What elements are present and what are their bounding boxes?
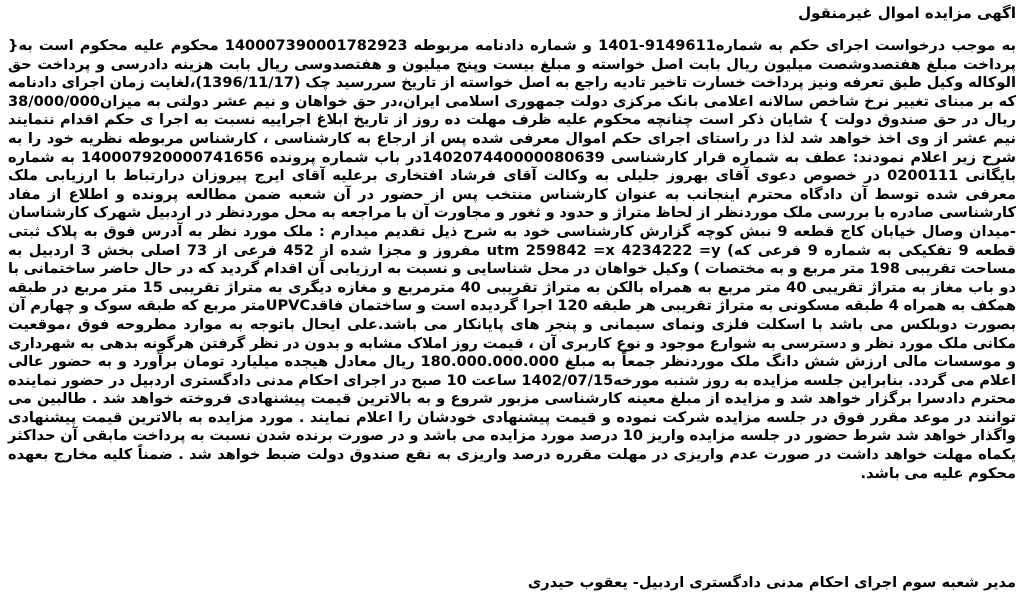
- notice-title: اگهی مزایده اموال غیرمنقول: [798, 4, 1016, 22]
- notice-signature: مدیر شعبه سوم اجرای احکام مدنی دادگستری اردبیل- یعقوب حیدری: [527, 574, 1016, 591]
- notice-body: به موجب درخواست اجرای حکم به شماره9149611-1401 و شماره دادنامه مربوطه 140007390001782923 محکوم علیه محکوم است به{ پرداخت مبلغ هفتصدوشصت میلیون ریال بابت اصل خواسته و مبلغ بیست وپنج میلیون و هفتصدوسی ریال بابت هزینه دادرسی و پرداخت حق الوکاله وکیل طبق تعرفه ونیز پرداخت خسارت تاخیر تادیه راجع به اصل خواسته از تاریخ سررسید چک (1396/11/17)،لغایت زمان اجرای دادنامه که بر مبنای تغییر نرخ شاخص سالانه اعلامی بانک مرکزی دولت جمهوری اسلامی ایران،در حق خواهان و نیم عشر دولتی به میزان38/000/000 ریال در حق صندوق دولت } شایان ذکر است چنانچه محکوم علیه ظرف مهلت ده روز از تاریخ ابلاغ اجراییه نسبت به اجرا ی حکم اقدام ننمایند نیم عشر از وی اخذ خواهد شد لذا در راستای اجرای حکم اموال معرفی شده پس از ارجاع به کارشناسی ، کارشناس مربوطه نظریه خود را به شرح زیر اعلام نمودند: عطف به شماره قرار کارشناسی 140207440000080639در باب شماره پرونده 140007920000741656 به شماره بایگانی 0200111 در خصوص دعوی آقای بهروز جلیلی به وکالت آقای فرشاد افتخاری برعلیه آقای ایرج پیروزان درارتباط با ارزیابی ملک معرفی شده توسط آن دادگاه محترم اینجانب به عنوان کارشناس منتخب پس از حضور در آن شعبه ضمن مطالعه پرونده و اطلاع از مفاد کارشناسی صادره با بررسی ملک موردنظر از لحاظ متراژ و حدود و ثغور و مجاورت آن با مراجعه به محل موردنظر در اردبیل شهرک کارشناسان -میدان وصال خیابان کاج قطعه 9 نبش کوچه گزارش کارشناسی خود به شرح ذیل تقدیم میدارم : ملک مورد نظر به آدرس فوق به پلاک ثبتی قطعه 9 تفکیکی به شماره 9 فرعی که) utm 259842 =x 4234222 =y مفروز و مجزا شده از 452 فرعی از 73 اصلی بخش 3 اردبیل به مساحت تقریبی 198 متر مربع و به مختصات ) وکیل خواهان در محل شناسایی و نسبت به ارزیابی آن اقدام گردید که در حال حاضر ساختمانی با دو باب مغاز به متراژ تقریبی 40 متر مربع به همراه بالکن به متراژ تقریبی 40 مترمربع و مغازه دیگری به متراژ تقریبی 15 متر مربع در طبقه همکف به همراه 4 طبقه مسکونی به متراژ تقریبی هر طبقه 120 اجرا گردیده است و ساختمان فاقدUPVCمتر مربع که طبقه سوک و چهارم آن بصورت دوبلکس می باشد با اسکلت فلزی ونمای سیمانی و پنجر های پایانکار می باشد.علی ایحال باتوجه به موارد مطروحه فوق ،موقعیت مکانی ملک مورد نظر و دسترسی به شوارع موجود و نوع کاربری آن ، قیمت روز املاک مشابه و بدون در نظر گرفتن هرگونه بدهی به شهرداری و موسسات مالی ارزش شش دانگ ملک موردنظر جمعاً به مبلغ 180.000.000.000 ریال معادل هیجده میلیارد تومان برآورد و به حضور عالی اعلام می گردد. بنابراین جلسه مزایده به روز شنبه مورخه1402/07/15 ساعت 10 صبح در اجرای احکام مدنی دادگستری اردبیل در حضور نماینده محترم دادسرا برگزار خواهد شد و مزایده از مبلغ معینه کارشناسی مزبور شروع و به بالاترین قیمت پیشنهادی فروخته خواهد شد . طالبین می توانند در موعد مقرر فوق در جلسه مزایده شرکت نموده و قیمت پیشنهادی خودشان را اعلام نمایند . مورد مزایده به بالاترین قیمت پیشنهادی واگذار خواهد شد شرط حضور در جلسه مزایده واریز 10 درصد مورد مزایده می باشد و در صورت برنده شدن نسبت به پرداخت مابقی آن حداکثر یکماه مهلت خواهد داشت در صورت عدم واریزی در مهلت مقرره درصد واریزی به نفع صندوق دولت ضبط خواهد شد . ضمناً کلیه مخارج بعهده محکوم علیه می باشد.: [8, 37, 1017, 482]
